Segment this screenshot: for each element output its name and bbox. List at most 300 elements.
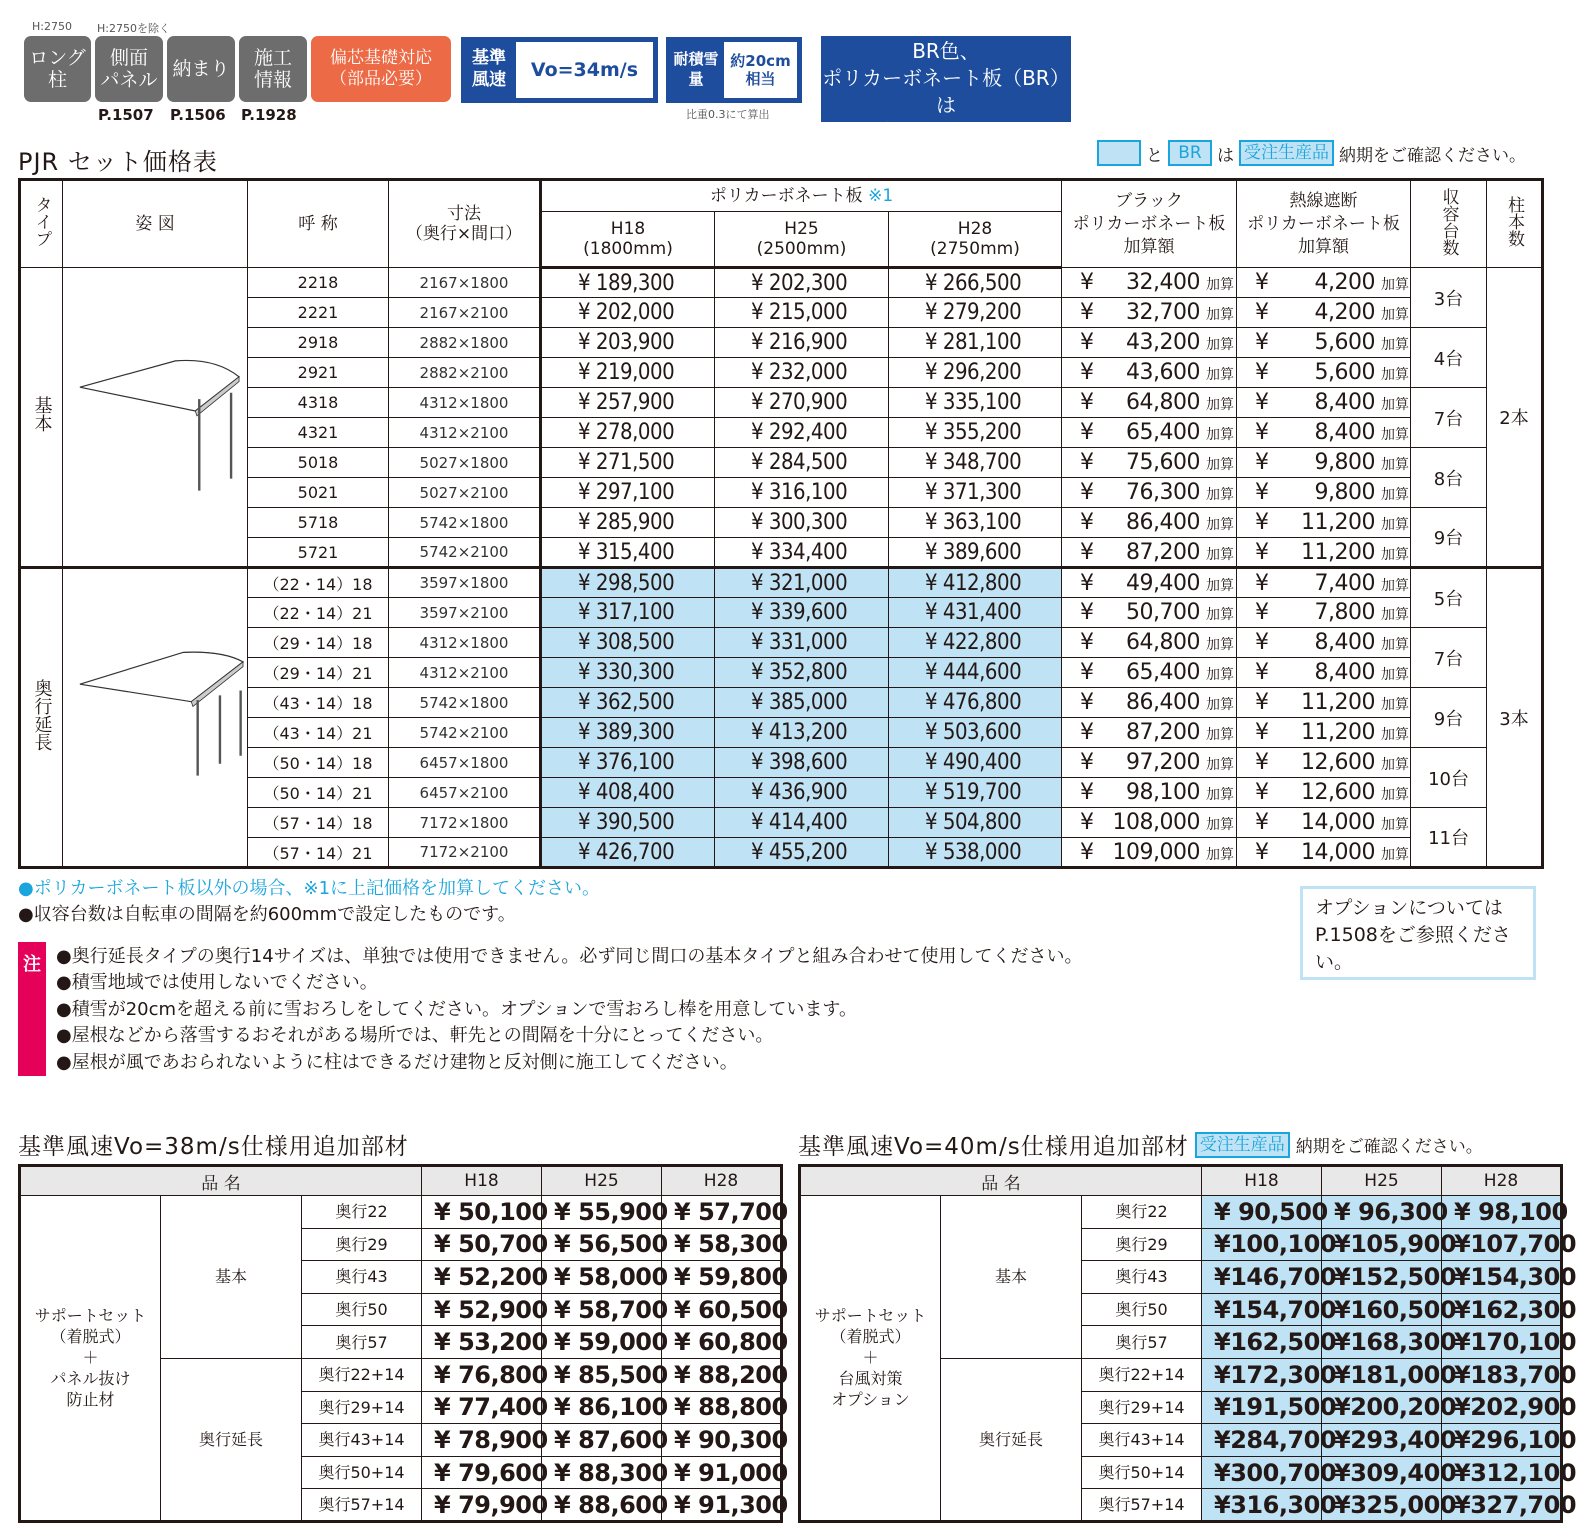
sub-price-cell: ¥152,500 [1322, 1261, 1442, 1294]
price-row [20, 598, 1543, 628]
price-h18: ¥ 376,100 [541, 748, 715, 778]
black-add-cell: ¥ 50,700 加算 [1062, 598, 1237, 628]
sub-price-cell: ¥309,400 [1322, 1456, 1442, 1489]
height-excl-label: H:2750を除く [97, 22, 170, 35]
dim-cell: 2882×2100 [389, 358, 541, 388]
depth-cell: 奥行57 [1082, 1326, 1202, 1359]
price-row [20, 658, 1543, 688]
capacity-cell: 9台 [1411, 508, 1487, 568]
sub-price-cell: ¥162,500 [1202, 1326, 1322, 1359]
name-cell: （29・14）21 [248, 658, 389, 688]
capacity-cell: 4台 [1411, 328, 1487, 388]
depth-cell: 奥行43 [302, 1261, 422, 1294]
note-poly: ●ポリカーボネート板以外の場合、※1に上記価格を加算してください。 [18, 878, 601, 899]
depth-cell: 奥行22 [302, 1196, 422, 1229]
sub-price-cell: ¥202,900 [1442, 1391, 1562, 1424]
th-heat: 熱線遮断 ポリカーボネート板 加算額 [1237, 180, 1411, 268]
black-add-cell: ¥ 65,400 加算 [1062, 418, 1237, 448]
wind-speed-label: 基準 風速 [472, 48, 506, 90]
price-h18: ¥ 390,500 [541, 808, 715, 838]
price-table [18, 178, 1544, 869]
name-cell: 5721 [248, 538, 389, 568]
dim-cell: 5742×2100 [389, 538, 541, 568]
capacity-cell: 7台 [1411, 388, 1487, 448]
depth-cell: 奥行29 [1082, 1228, 1202, 1261]
name-cell: 2918 [248, 328, 389, 358]
sub-price-cell: ¥ 58,300 [662, 1228, 782, 1261]
th-poly: ポリカーボネート板 ※1 [541, 180, 1062, 212]
capacity-cell: 3台 [1411, 268, 1487, 328]
price-h18: ¥ 298,500 [541, 568, 715, 598]
dim-cell: 5742×1800 [389, 508, 541, 538]
sub38-title: 基準風速Vo=38m/s仕様用追加部材 [18, 1134, 409, 1160]
dim-cell: 3597×1800 [389, 568, 541, 598]
black-add-cell: ¥ 43,600 加算 [1062, 358, 1237, 388]
price-h25: ¥ 385,000 [715, 688, 889, 718]
sub-price-cell: ¥ 85,500 [542, 1358, 662, 1391]
sub-price-cell: ¥154,300 [1442, 1261, 1562, 1294]
price-h25: ¥ 292,400 [715, 418, 889, 448]
sub-price-cell: ¥ 90,300 [662, 1424, 782, 1457]
heat-add-cell: ¥ 8,400 加算 [1237, 658, 1411, 688]
name-cell: 5718 [248, 508, 389, 538]
sub-price-cell: ¥160,500 [1322, 1293, 1442, 1326]
sub-price-cell: ¥327,700 [1442, 1489, 1562, 1522]
name-cell: （22・14）21 [248, 598, 389, 628]
sub-price-cell: ¥ 86,100 [542, 1391, 662, 1424]
sub-price-cell: ¥200,200 [1322, 1391, 1442, 1424]
dim-cell: 5027×1800 [389, 448, 541, 478]
sub40-th-h25: H25 [1322, 1166, 1442, 1196]
pillar-count-cell: 3本 [1487, 568, 1543, 868]
black-add-cell: ¥ 32,700 加算 [1062, 298, 1237, 328]
heat-add-cell: ¥ 12,600 加算 [1237, 778, 1411, 808]
price-h28: ¥ 476,800 [889, 688, 1062, 718]
page-title: PJR セット価格表 [18, 148, 218, 176]
name-cell: （29・14）18 [248, 628, 389, 658]
heat-add-cell: ¥ 9,800 加算 [1237, 478, 1411, 508]
price-h18: ¥ 297,100 [541, 478, 715, 508]
legend [1097, 140, 1526, 166]
wind-speed-value: Vo=34m/s [516, 42, 653, 98]
price-h25: ¥ 300,300 [715, 508, 889, 538]
black-add-cell: ¥ 64,800 加算 [1062, 628, 1237, 658]
price-h28: ¥ 348,700 [889, 448, 1062, 478]
name-cell: 2221 [248, 298, 389, 328]
heat-add-cell: ¥ 14,000 加算 [1237, 808, 1411, 838]
depth-cell: 奥行50 [1082, 1293, 1202, 1326]
sub-price-cell: ¥ 59,000 [542, 1326, 662, 1359]
sub-row [800, 1196, 1562, 1229]
dim-cell: 5742×1800 [389, 688, 541, 718]
depth-cell: 奥行43+14 [302, 1424, 422, 1457]
depth-cell: 奥行29+14 [302, 1391, 422, 1424]
sub-price-cell: ¥ 77,400 [422, 1391, 542, 1424]
heat-add-cell: ¥ 11,200 加算 [1237, 538, 1411, 568]
set-name-cell: サポートセット （着脱式） ＋ 台風対策 オプション [800, 1196, 941, 1522]
th-pillars: 柱本数 [1487, 180, 1543, 268]
price-h28: ¥ 444,600 [889, 658, 1062, 688]
depth-cell: 奥行22 [1082, 1196, 1202, 1229]
snow-load-label: 耐積雪 量 [673, 50, 719, 88]
name-cell: 2218 [248, 268, 389, 298]
sub-price-cell: ¥191,500 [1202, 1391, 1322, 1424]
dim-cell: 7172×2100 [389, 838, 541, 868]
depth-cell: 奥行22+14 [1082, 1358, 1202, 1391]
snow-load-box [666, 37, 802, 103]
tag-long-pillar[interactable]: ロング 柱 [24, 36, 91, 102]
figure-cell [63, 568, 248, 868]
sub-price-cell: ¥ 87,600 [542, 1424, 662, 1457]
name-cell: （43・14）21 [248, 718, 389, 748]
sub-price-cell: ¥ 79,900 [422, 1489, 542, 1522]
depth-cell: 奥行29 [302, 1228, 422, 1261]
price-h25: ¥ 352,800 [715, 658, 889, 688]
sub-price-cell: ¥100,100 [1202, 1228, 1322, 1261]
th-h28: H28 (2750mm) [889, 212, 1062, 268]
sub40-table [798, 1164, 1576, 1523]
price-h25: ¥ 331,000 [715, 628, 889, 658]
wind-speed-box [461, 37, 658, 103]
carport-figure-icon [64, 596, 247, 836]
sub-price-cell: ¥146,700 [1202, 1261, 1322, 1294]
price-h25: ¥ 398,600 [715, 748, 889, 778]
black-add-cell: ¥ 64,800 加算 [1062, 388, 1237, 418]
sub-price-cell: ¥ 91,300 [662, 1489, 782, 1522]
capacity-cell: 9台 [1411, 688, 1487, 748]
depth-cell: 奥行57+14 [1082, 1489, 1202, 1522]
sub-price-cell: ¥284,700 [1202, 1424, 1322, 1457]
sub40-title: 基準風速Vo=40m/s仕様用追加部材 [798, 1134, 1189, 1160]
heat-add-cell: ¥ 8,400 加算 [1237, 388, 1411, 418]
caution-list [56, 944, 1082, 1076]
sub-price-cell: ¥296,100 [1442, 1424, 1562, 1457]
capacity-cell: 8台 [1411, 448, 1487, 508]
name-cell: 2921 [248, 358, 389, 388]
name-cell: （50・14）18 [248, 748, 389, 778]
price-h25: ¥ 321,000 [715, 568, 889, 598]
sub-price-cell: ¥107,700 [1442, 1228, 1562, 1261]
name-cell: （43・14）18 [248, 688, 389, 718]
sub40-th-name: 品 名 [800, 1166, 1202, 1196]
name-cell: （22・14）18 [248, 568, 389, 598]
sub40-th-h28: H28 [1442, 1166, 1562, 1196]
price-h28: ¥ 266,500 [889, 268, 1062, 298]
black-add-cell: ¥ 98,100 加算 [1062, 778, 1237, 808]
depth-cell: 奥行43+14 [1082, 1424, 1202, 1457]
snow-load-value: 約20cm 相当 [724, 42, 797, 98]
sub-price-cell: ¥172,300 [1202, 1358, 1322, 1391]
set-name-cell: サポートセット （着脱式） ＋ パネル抜け 防止材 [20, 1196, 161, 1522]
black-add-cell: ¥ 86,400 加算 [1062, 688, 1237, 718]
price-h28: ¥ 538,000 [889, 838, 1062, 868]
sub38-th-h25: H25 [542, 1166, 662, 1196]
sub-price-cell: ¥ 56,500 [542, 1228, 662, 1261]
heat-add-cell: ¥ 14,000 加算 [1237, 838, 1411, 868]
black-add-cell: ¥ 49,400 加算 [1062, 568, 1237, 598]
heat-add-cell: ¥ 8,400 加算 [1237, 418, 1411, 448]
group-name-cell: 基本 [941, 1196, 1082, 1359]
sub-price-cell: ¥181,000 [1322, 1358, 1442, 1391]
price-h25: ¥ 316,100 [715, 478, 889, 508]
heat-add-cell: ¥ 11,200 加算 [1237, 718, 1411, 748]
sub-price-cell: ¥ 57,700 [662, 1196, 782, 1229]
depth-cell: 奥行57 [302, 1326, 422, 1359]
price-row [20, 508, 1543, 538]
dim-cell: 4312×1800 [389, 388, 541, 418]
name-cell: 5018 [248, 448, 389, 478]
price-row [20, 838, 1543, 868]
price-row [20, 268, 1543, 298]
name-cell: 4321 [248, 418, 389, 448]
black-add-cell: ¥ 43,200 加算 [1062, 328, 1237, 358]
price-h28: ¥ 412,800 [889, 568, 1062, 598]
sub-price-cell: ¥ 88,300 [542, 1456, 662, 1489]
depth-cell: 奥行22+14 [302, 1358, 422, 1391]
price-h18: ¥ 278,000 [541, 418, 715, 448]
price-row [20, 538, 1543, 568]
name-cell: 4318 [248, 388, 389, 418]
price-h18: ¥ 317,100 [541, 598, 715, 628]
th-dim: 寸法 （奥行×間口） [389, 180, 541, 268]
price-h18: ¥ 285,900 [541, 508, 715, 538]
sub-price-cell: ¥ 76,800 [422, 1358, 542, 1391]
sub-price-cell: ¥ 90,500 [1202, 1196, 1322, 1229]
sub-price-cell: ¥ 60,500 [662, 1293, 782, 1326]
dim-cell: 5742×2100 [389, 718, 541, 748]
caution-item: ●奥行延長タイプの奥行14サイズは、単独では使用できません。必ず同じ間口の基本タイプと組み合わせて使用してください。 [56, 946, 1083, 967]
depth-cell: 奥行43 [1082, 1261, 1202, 1294]
price-h18: ¥ 189,300 [541, 268, 715, 298]
black-add-cell: ¥ 32,400 加算 [1062, 268, 1237, 298]
sub-price-cell: ¥168,300 [1322, 1326, 1442, 1359]
sub-price-cell: ¥300,700 [1202, 1456, 1322, 1489]
heat-add-cell: ¥ 11,200 加算 [1237, 688, 1411, 718]
depth-cell: 奥行57+14 [302, 1489, 422, 1522]
sub-price-cell: ¥ 91,000 [662, 1456, 782, 1489]
dim-cell: 2882×1800 [389, 328, 541, 358]
price-h28: ¥ 371,300 [889, 478, 1062, 508]
th-type: タイプ [20, 180, 63, 268]
price-row [20, 448, 1543, 478]
sub-price-cell: ¥154,700 [1202, 1293, 1322, 1326]
caution-item: ●屋根などから落雪するおそれがある場所では、軒先との間隔を十分にとってください。 [56, 1025, 774, 1047]
sub-price-cell: ¥ 50,700 [422, 1228, 542, 1261]
price-h28: ¥ 279,200 [889, 298, 1062, 328]
th-black: ブラック ポリカーボネート板 加算額 [1062, 180, 1237, 268]
price-h25: ¥ 413,200 [715, 718, 889, 748]
price-h25: ¥ 202,300 [715, 268, 889, 298]
height-label: H:2750 [32, 20, 72, 33]
price-h25: ¥ 284,500 [715, 448, 889, 478]
page-ref-1[interactable]: P.1507 [98, 106, 154, 124]
tag-construction-info[interactable]: 施工 情報 [239, 36, 307, 102]
option-reference[interactable]: オプションについては P.1508をご参照くださ い。 [1300, 886, 1536, 980]
dim-cell: 4312×1800 [389, 628, 541, 658]
sub40-made-to-order: 受注生産品 [1195, 1132, 1290, 1158]
price-h18: ¥ 202,000 [541, 298, 715, 328]
pillar-count-cell: 2本 [1487, 268, 1543, 568]
heat-add-cell: ¥ 9,800 加算 [1237, 448, 1411, 478]
price-h25: ¥ 334,400 [715, 538, 889, 568]
th-capacity: 収容台数 [1411, 180, 1487, 268]
dim-cell: 2167×2100 [389, 298, 541, 328]
price-row [20, 328, 1543, 358]
price-h28: ¥ 519,700 [889, 778, 1062, 808]
caution-item: ●積雪地域では使用しないでください。 [56, 972, 378, 994]
capacity-cell: 5台 [1411, 568, 1487, 628]
dim-cell: 6457×1800 [389, 748, 541, 778]
heat-add-cell: ¥ 11,200 加算 [1237, 508, 1411, 538]
price-h28: ¥ 355,200 [889, 418, 1062, 448]
sub-price-cell: ¥ 98,100 [1442, 1196, 1562, 1229]
th-figure: 姿 図 [63, 180, 248, 268]
heat-add-cell: ¥ 7,400 加算 [1237, 568, 1411, 598]
price-h25: ¥ 270,900 [715, 388, 889, 418]
sub-price-cell: ¥325,000 [1322, 1489, 1442, 1522]
snow-note: 比重0.3にて算出 [686, 108, 770, 121]
sub-price-cell: ¥ 52,900 [422, 1293, 542, 1326]
depth-cell: 奥行29+14 [1082, 1391, 1202, 1424]
price-h28: ¥ 431,400 [889, 598, 1062, 628]
price-row [20, 688, 1543, 718]
sub-price-cell: ¥162,300 [1442, 1293, 1562, 1326]
price-h28: ¥ 363,100 [889, 508, 1062, 538]
tag-fitting[interactable]: 納まり [167, 36, 235, 102]
th-name: 呼 称 [248, 180, 389, 268]
price-row [20, 778, 1543, 808]
price-h28: ¥ 335,100 [889, 388, 1062, 418]
black-add-cell: ¥ 108,000 加算 [1062, 808, 1237, 838]
price-h25: ¥ 455,200 [715, 838, 889, 868]
page-ref-3[interactable]: P.1928 [241, 106, 297, 124]
heat-add-cell: ¥ 4,200 加算 [1237, 268, 1411, 298]
price-row [20, 568, 1543, 598]
heat-add-cell: ¥ 8,400 加算 [1237, 628, 1411, 658]
depth-cell: 奥行50 [302, 1293, 422, 1326]
price-row [20, 748, 1543, 778]
th-h18: H18 (1800mm) [541, 212, 715, 268]
sub38-th-h28: H28 [662, 1166, 782, 1196]
heat-add-cell: ¥ 5,600 加算 [1237, 328, 1411, 358]
sub-price-cell: ¥ 78,900 [422, 1424, 542, 1457]
price-row [20, 628, 1543, 658]
price-row [20, 388, 1543, 418]
dim-cell: 2167×1800 [389, 268, 541, 298]
price-h28: ¥ 422,800 [889, 628, 1062, 658]
sub38-th-name: 品 名 [20, 1166, 422, 1196]
name-cell: 5021 [248, 478, 389, 508]
price-h28: ¥ 389,600 [889, 538, 1062, 568]
black-add-cell: ¥ 65,400 加算 [1062, 658, 1237, 688]
sub40-made-text: 納期をご確認ください。 [1295, 1137, 1483, 1157]
price-h18: ¥ 315,400 [541, 538, 715, 568]
price-h18: ¥ 389,300 [541, 718, 715, 748]
sub-row [20, 1196, 782, 1229]
price-h18: ¥ 271,500 [541, 448, 715, 478]
tag-side-panel[interactable]: 側面 パネル [95, 36, 163, 102]
group-name-cell: 奥行延長 [941, 1358, 1082, 1521]
sub-price-cell: ¥ 58,700 [542, 1293, 662, 1326]
discontinue-notice: BR色、 ポリカーボネート板（BR）は 2026年2月末日 廃止予定 [821, 36, 1071, 122]
dim-cell: 7172×1800 [389, 808, 541, 838]
note-capacity: ●収容台数は自転車の間隔を約600mmで設定したものです。 [18, 904, 516, 925]
price-h18: ¥ 330,300 [541, 658, 715, 688]
tag-eccentric-foundation[interactable]: 偏芯基礎対応 （部品必要） [311, 36, 451, 102]
black-add-cell: ¥ 97,200 加算 [1062, 748, 1237, 778]
name-cell: （57・14）21 [248, 838, 389, 868]
group-name-cell: 奥行延長 [161, 1358, 302, 1521]
sub-price-cell: ¥ 50,100 [422, 1196, 542, 1229]
type-cell: 奥行延長 [20, 568, 63, 868]
price-h28: ¥ 296,200 [889, 358, 1062, 388]
group-name-cell: 基本 [161, 1196, 302, 1359]
type-cell: 基本 [20, 268, 63, 568]
sub-price-cell: ¥316,300 [1202, 1489, 1322, 1522]
legend-and: と [1146, 145, 1163, 166]
price-h25: ¥ 414,400 [715, 808, 889, 838]
sub-price-cell: ¥ 59,800 [662, 1261, 782, 1294]
heat-add-cell: ¥ 4,200 加算 [1237, 298, 1411, 328]
sub-price-cell: ¥ 79,600 [422, 1456, 542, 1489]
name-cell: （50・14）21 [248, 778, 389, 808]
legend-br: BR [1168, 140, 1212, 166]
price-h25: ¥ 216,900 [715, 328, 889, 358]
price-h18: ¥ 362,500 [541, 688, 715, 718]
caution-item: ●積雪が20cmを超える前に雪おろしをしてください。オプションで雪おろし棒を用意しています。 [56, 998, 857, 1020]
sub-price-cell: ¥ 52,200 [422, 1261, 542, 1294]
legend-ha: は [1217, 145, 1234, 166]
carport-figure-icon [64, 295, 247, 535]
sub38-th-h18: H18 [422, 1166, 542, 1196]
page-ref-2[interactable]: P.1506 [170, 106, 226, 124]
capacity-cell: 11台 [1411, 808, 1487, 868]
black-add-cell: ¥ 86,400 加算 [1062, 508, 1237, 538]
sub38-table [18, 1164, 788, 1523]
price-h28: ¥ 490,400 [889, 748, 1062, 778]
sub-price-cell: ¥ 88,200 [662, 1358, 782, 1391]
price-row [20, 418, 1543, 448]
figure-cell [63, 268, 248, 568]
heat-add-cell: ¥ 12,600 加算 [1237, 748, 1411, 778]
price-h25: ¥ 232,000 [715, 358, 889, 388]
depth-cell: 奥行50+14 [302, 1456, 422, 1489]
black-add-cell: ¥ 76,300 加算 [1062, 478, 1237, 508]
price-h25: ¥ 215,000 [715, 298, 889, 328]
price-h18: ¥ 257,900 [541, 388, 715, 418]
dim-cell: 3597×2100 [389, 598, 541, 628]
sub-price-cell: ¥105,900 [1322, 1228, 1442, 1261]
sub-price-cell: ¥293,400 [1322, 1424, 1442, 1457]
heat-add-cell: ¥ 7,800 加算 [1237, 598, 1411, 628]
sub-price-cell: ¥170,100 [1442, 1326, 1562, 1359]
price-h28: ¥ 281,100 [889, 328, 1062, 358]
sub-price-cell: ¥ 55,900 [542, 1196, 662, 1229]
caution-badge: 注 [18, 942, 46, 1076]
price-h18: ¥ 408,400 [541, 778, 715, 808]
sub-price-cell: ¥ 60,800 [662, 1326, 782, 1359]
price-row [20, 718, 1543, 748]
price-row [20, 808, 1543, 838]
price-h18: ¥ 203,900 [541, 328, 715, 358]
th-h25: H25 (2500mm) [715, 212, 889, 268]
capacity-cell: 7台 [1411, 628, 1487, 688]
sub-price-cell: ¥ 88,600 [542, 1489, 662, 1522]
legend-text: 納期をご確認ください。 [1339, 145, 1526, 166]
price-row [20, 478, 1543, 508]
price-h18: ¥ 426,700 [541, 838, 715, 868]
sub-price-cell: ¥ 96,300 [1322, 1196, 1442, 1229]
